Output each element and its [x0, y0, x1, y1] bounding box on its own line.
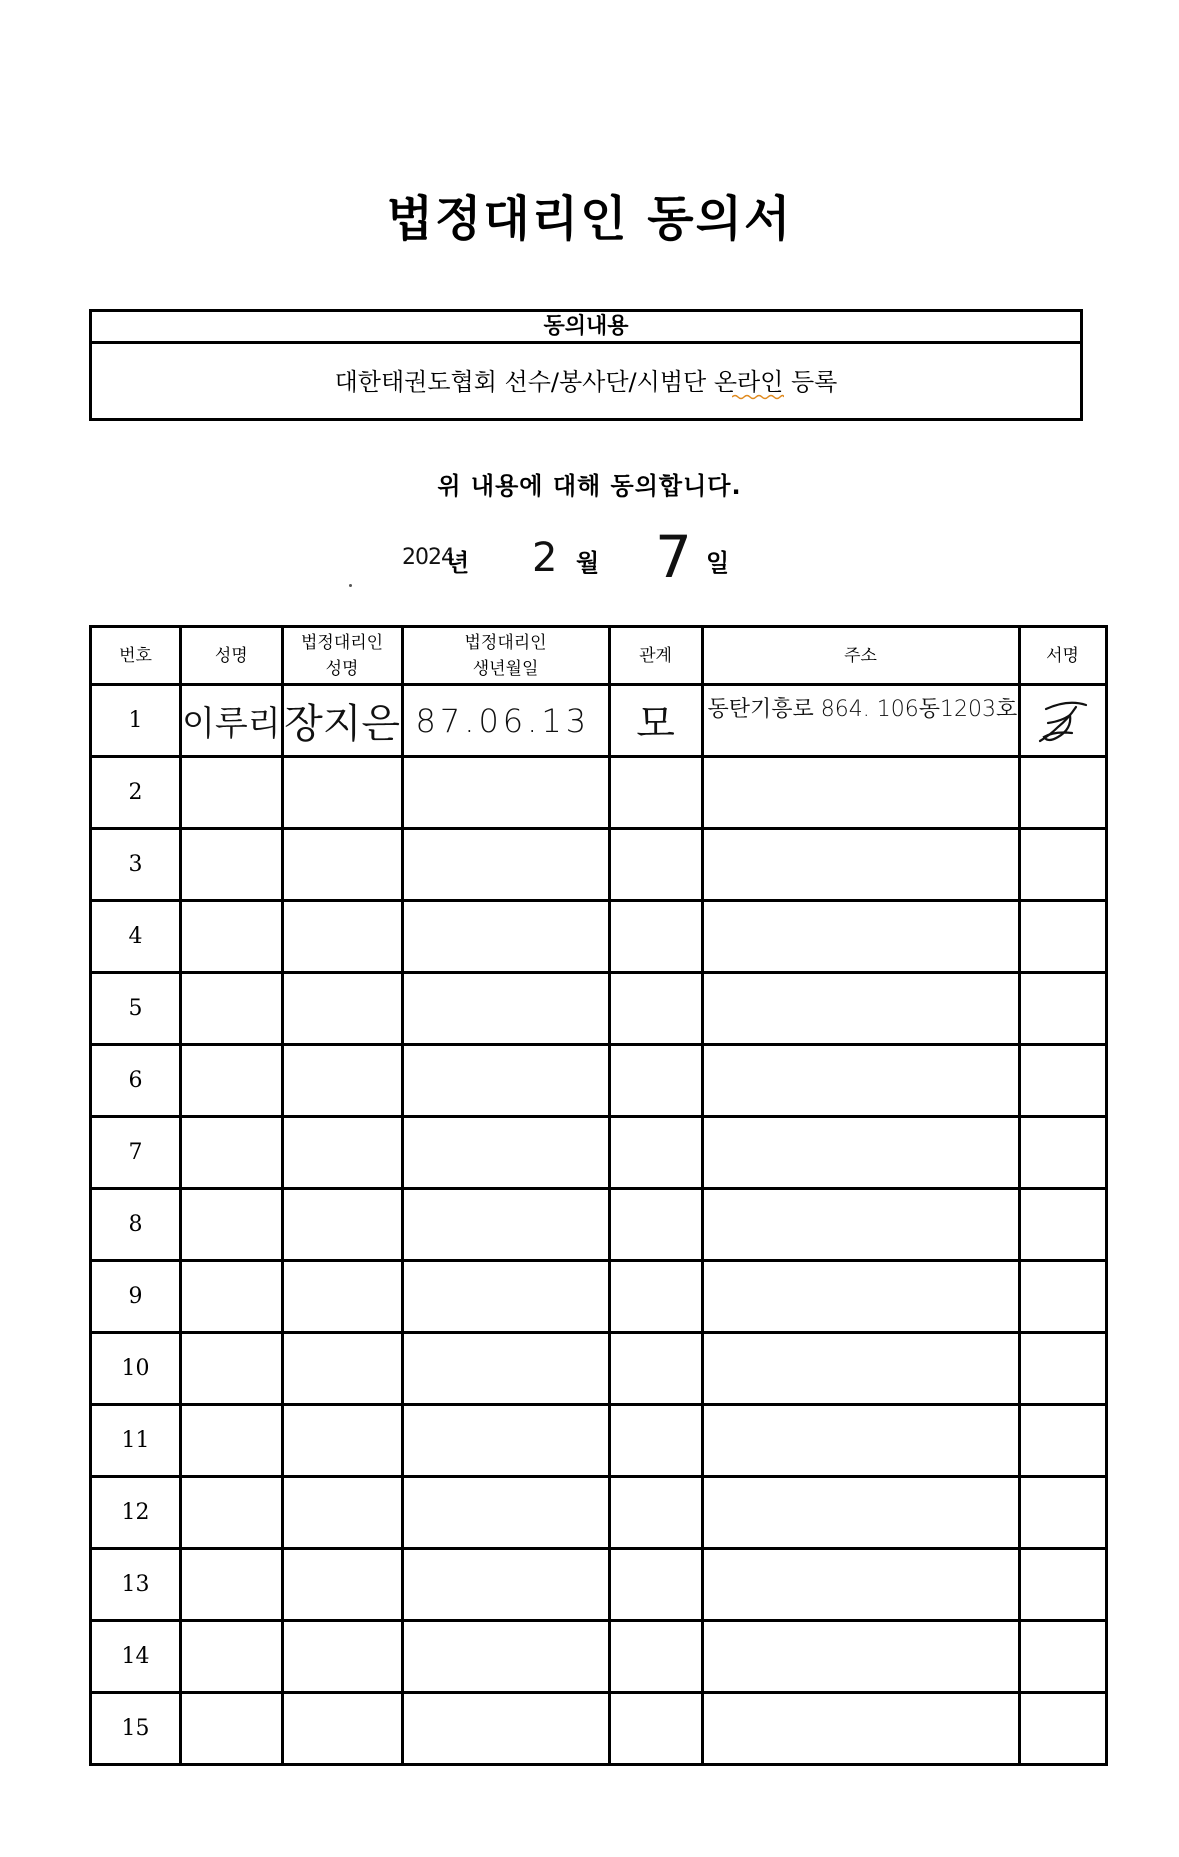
cell-guardian-birth[interactable] — [402, 1261, 609, 1333]
cell-guardian-birth[interactable] — [402, 973, 609, 1045]
cell-address[interactable] — [702, 1189, 1019, 1261]
cell-relation[interactable] — [609, 1621, 702, 1693]
cell-address[interactable] — [702, 1405, 1019, 1477]
cell-guardian-birth[interactable] — [402, 829, 609, 901]
guardian-table — [89, 625, 1108, 1766]
cell-guardian-birth[interactable] — [402, 1333, 609, 1405]
cell-relation[interactable] — [609, 901, 702, 973]
cell-name[interactable] — [181, 1549, 283, 1621]
cell-guardian-name[interactable] — [282, 1693, 402, 1765]
cell-name[interactable] — [181, 1045, 283, 1117]
cell-guardian-name[interactable] — [282, 829, 402, 901]
cell-relation[interactable] — [609, 757, 702, 829]
cell-guardian-birth-value: 87.06.13 — [415, 701, 591, 740]
cell-signature[interactable] — [1019, 1405, 1106, 1477]
cell-no: 1 — [91, 685, 181, 757]
cell-no: 13 — [91, 1549, 181, 1621]
cell-address[interactable] — [702, 1477, 1019, 1549]
cell-address[interactable] — [702, 685, 1019, 757]
cell-address[interactable] — [702, 1261, 1019, 1333]
cell-relation[interactable] — [609, 973, 702, 1045]
table-row — [91, 1477, 1107, 1549]
cell-relation[interactable] — [609, 829, 702, 901]
cell-name[interactable] — [181, 901, 283, 973]
cell-guardian-birth[interactable] — [402, 1621, 609, 1693]
cell-relation[interactable] — [609, 1549, 702, 1621]
spellcheck-underline — [732, 394, 784, 400]
header-address: 주소 — [702, 627, 1019, 685]
cell-guardian-birth[interactable] — [402, 1477, 609, 1549]
table-row — [91, 1549, 1107, 1621]
cell-address[interactable] — [702, 1045, 1019, 1117]
cell-name[interactable] — [181, 1261, 283, 1333]
cell-address[interactable] — [702, 757, 1019, 829]
cell-guardian-birth[interactable] — [402, 685, 609, 757]
header-signature: 서명 — [1019, 627, 1106, 685]
cell-guardian-birth[interactable] — [402, 1693, 609, 1765]
cell-signature[interactable] — [1019, 685, 1106, 757]
cell-no: 11 — [91, 1405, 181, 1477]
cell-relation[interactable] — [609, 1189, 702, 1261]
header-guardian-birth-line1: 법정대리인 — [464, 632, 547, 653]
cell-guardian-name[interactable] — [282, 1189, 402, 1261]
cell-signature[interactable] — [1019, 1189, 1106, 1261]
cell-name[interactable] — [181, 973, 283, 1045]
header-no: 번호 — [91, 627, 181, 685]
cell-name[interactable] — [181, 757, 283, 829]
cell-name[interactable] — [181, 1189, 283, 1261]
cell-guardian-birth[interactable] — [402, 901, 609, 973]
table-row — [91, 829, 1107, 901]
consent-box — [89, 309, 1083, 421]
cell-signature[interactable] — [1019, 1261, 1106, 1333]
table-row — [91, 1189, 1107, 1261]
cell-no: 5 — [91, 973, 181, 1045]
header-guardian-name — [282, 627, 402, 685]
header-guardian-birth — [402, 627, 609, 685]
cell-guardian-name[interactable] — [282, 685, 402, 757]
cell-no: 12 — [91, 1477, 181, 1549]
cell-relation[interactable] — [609, 1261, 702, 1333]
cell-guardian-name[interactable] — [282, 901, 402, 973]
cell-guardian-birth[interactable] — [402, 1189, 609, 1261]
cell-name[interactable] — [181, 1117, 283, 1189]
table-header-row — [91, 627, 1107, 685]
cell-relation[interactable] — [609, 1477, 702, 1549]
cell-signature[interactable] — [1019, 1621, 1106, 1693]
cell-guardian-name[interactable] — [282, 1261, 402, 1333]
table-row — [91, 685, 1107, 757]
cell-no: 10 — [91, 1333, 181, 1405]
cell-guardian-name[interactable] — [282, 1117, 402, 1189]
header-guardian-name-line2: 성명 — [325, 658, 359, 679]
cell-address[interactable] — [702, 1549, 1019, 1621]
cell-relation[interactable] — [609, 1045, 702, 1117]
cell-guardian-name[interactable] — [282, 973, 402, 1045]
cell-no: 3 — [91, 829, 181, 901]
cell-no: 9 — [91, 1261, 181, 1333]
date-month-value[interactable]: 2 — [532, 535, 558, 581]
date-day-label: 일 — [706, 549, 730, 577]
cell-guardian-name-value: 장지은 — [284, 701, 400, 747]
cell-no: 4 — [91, 901, 181, 973]
table-row — [91, 757, 1107, 829]
table-row — [91, 1117, 1107, 1189]
cell-name[interactable] — [181, 1333, 283, 1405]
table-row — [91, 973, 1107, 1045]
cell-name[interactable] — [181, 1405, 283, 1477]
cell-guardian-name[interactable] — [282, 1405, 402, 1477]
header-guardian-birth-line2: 생년월일 — [472, 658, 539, 679]
cell-name[interactable] — [181, 1477, 283, 1549]
cell-name[interactable] — [181, 1621, 283, 1693]
cell-guardian-name[interactable] — [282, 1045, 402, 1117]
cell-guardian-birth[interactable] — [402, 757, 609, 829]
cell-guardian-birth[interactable] — [402, 1549, 609, 1621]
cell-guardian-name[interactable] — [282, 1333, 402, 1405]
cell-name[interactable] — [181, 1693, 283, 1765]
table-row — [91, 1261, 1107, 1333]
cell-no: 15 — [91, 1693, 181, 1765]
cell-guardian-birth[interactable] — [402, 1045, 609, 1117]
table-row — [91, 1693, 1107, 1765]
cell-name-value: 이루리 — [182, 704, 281, 744]
stray-mark — [349, 584, 352, 587]
cell-signature[interactable] — [1019, 973, 1106, 1045]
cell-no: 8 — [91, 1189, 181, 1261]
date-month-label: 월 — [576, 549, 600, 577]
cell-signature[interactable] — [1019, 757, 1106, 829]
cell-address[interactable] — [702, 829, 1019, 901]
cell-relation[interactable] — [609, 1405, 702, 1477]
cell-address-value: 동탄기흥로 864. 106동1203호 — [707, 697, 1018, 722]
cell-guardian-name[interactable] — [282, 1477, 402, 1549]
cell-relation[interactable] — [609, 1333, 702, 1405]
cell-relation-value: 모 — [636, 701, 675, 747]
cell-no: 7 — [91, 1117, 181, 1189]
cell-signature[interactable] — [1019, 1045, 1106, 1117]
cell-address[interactable] — [702, 1693, 1019, 1765]
cell-guardian-name[interactable] — [282, 1549, 402, 1621]
cell-no: 6 — [91, 1045, 181, 1117]
cell-relation[interactable] — [609, 685, 702, 757]
cell-signature[interactable] — [1019, 901, 1106, 973]
cell-address[interactable] — [702, 1117, 1019, 1189]
cell-no: 14 — [91, 1621, 181, 1693]
cell-address[interactable] — [702, 901, 1019, 973]
cell-signature[interactable] — [1019, 1549, 1106, 1621]
cell-relation[interactable] — [609, 1693, 702, 1765]
date-year-label: 년 — [446, 549, 470, 577]
date-row — [0, 523, 1179, 595]
consent-content — [92, 344, 1080, 420]
cell-signature[interactable] — [1019, 1477, 1106, 1549]
table-row — [91, 1045, 1107, 1117]
document-title: 법정대리인 동의서 — [386, 191, 793, 247]
cell-address[interactable] — [702, 1333, 1019, 1405]
agree-statement: 위 내용에 대해 동의합니다. — [437, 472, 742, 500]
cell-signature[interactable] — [1019, 1117, 1106, 1189]
cell-guardian-name[interactable] — [282, 1621, 402, 1693]
table-row — [91, 901, 1107, 973]
cell-guardian-name[interactable] — [282, 757, 402, 829]
header-guardian-name-line1: 법정대리인 — [300, 632, 384, 653]
date-day-value[interactable]: 7 — [655, 523, 692, 591]
cell-guardian-birth[interactable] — [402, 1117, 609, 1189]
date-year-value[interactable]: 2024 — [402, 545, 454, 570]
cell-no: 2 — [91, 757, 181, 829]
table-row — [91, 1621, 1107, 1693]
header-relation: 관계 — [609, 627, 702, 685]
table-row — [91, 1405, 1107, 1477]
cell-signature[interactable] — [1019, 1693, 1106, 1765]
cell-name[interactable] — [181, 685, 283, 757]
consent-header: 동의내용 — [92, 312, 1080, 344]
consent-content-text: 대한태권도협회 선수/봉사단/시범단 온라인 등록 — [334, 368, 838, 396]
table-row — [91, 1333, 1107, 1405]
header-name: 성명 — [181, 627, 283, 685]
cell-guardian-birth[interactable] — [402, 1405, 609, 1477]
cell-signature[interactable] — [1019, 1333, 1106, 1405]
cell-address[interactable] — [702, 1621, 1019, 1693]
cell-name[interactable] — [181, 829, 283, 901]
cell-relation[interactable] — [609, 1117, 702, 1189]
cell-address[interactable] — [702, 973, 1019, 1045]
cell-signature[interactable] — [1019, 829, 1106, 901]
signature-drawing — [1028, 693, 1098, 749]
